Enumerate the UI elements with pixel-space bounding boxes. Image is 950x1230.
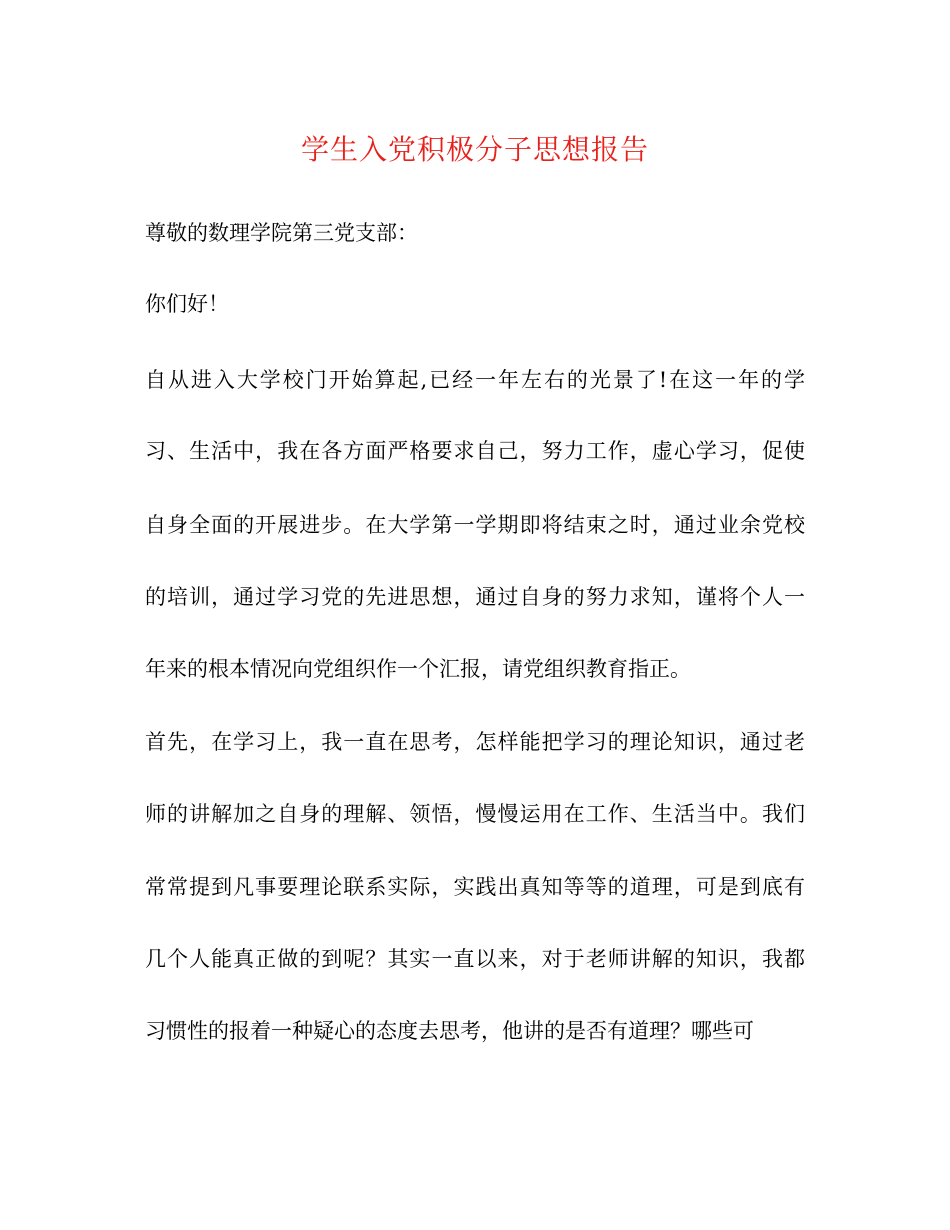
greeting: 你们好！ bbox=[145, 292, 229, 316]
body-line: 习、生活中，我在各方面严格要求自己，努力工作，虚心学习，促使 bbox=[145, 439, 805, 463]
body-line: 自身全面的开展进步。在大学第一学期即将结束之时，通过业余党校 bbox=[145, 513, 805, 537]
body-line: 几个人能真正做的到呢？其实一直以来，对于老师讲解的知识，我都 bbox=[145, 947, 805, 971]
salutation: 尊敬的数理学院第三党支部： bbox=[145, 221, 418, 245]
body-line: 习惯性的报着一种疑心的态度去思考，他讲的是否有道理？哪些可 bbox=[145, 1019, 754, 1043]
body-line: 常常提到凡事要理论联系实际，实践出真知等等的道理，可是到底有 bbox=[145, 875, 805, 899]
body-line: 年来的根本情况向党组织作一个汇报，请党组织教育指正。 bbox=[145, 657, 691, 681]
body-line: 师的讲解加之自身的理解、领悟，慢慢运用在工作、生活当中。我们 bbox=[145, 802, 805, 826]
body-line: 的培训，通过学习党的先进思想，通过自身的努力求知，谨将个人一 bbox=[145, 585, 805, 609]
body-line: 自从进入大学校门开始算起,已经一年左右的光景了!在这一年的学 bbox=[145, 368, 805, 392]
body-line: 首先，在学习上，我一直在思考，怎样能把学习的理论知识，通过老 bbox=[145, 730, 805, 754]
document-title: 学生入党积极分子思想报告 bbox=[300, 133, 649, 166]
